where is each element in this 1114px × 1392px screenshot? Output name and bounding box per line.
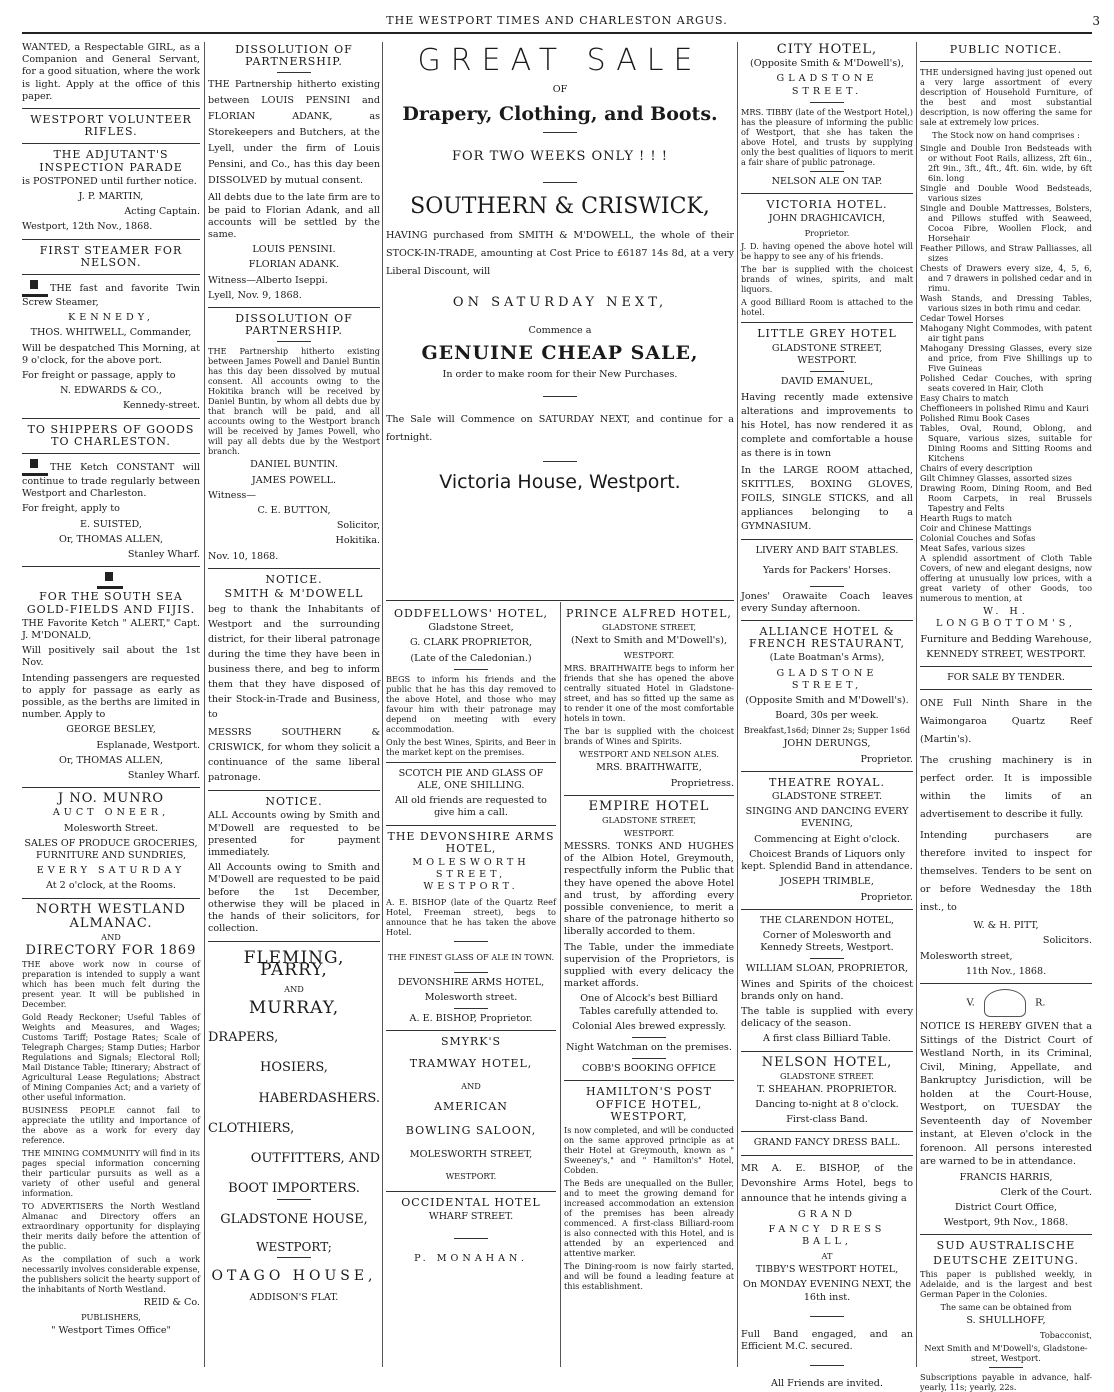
notice-heading: NOTICE. bbox=[265, 572, 323, 586]
text: A first class Billiard Table. bbox=[763, 1033, 891, 1045]
text: Will be despatched This Morning, at 9 o'clock, for the above port. bbox=[22, 342, 200, 366]
text: THE Partnership hitherto existing between James Powell and Daniel Buntin has this day been dissolved by mutual consent. All accounts owing to the Hokitika branch will be received by Daniel Buntin, by whom all debts due by that branch will be paid, and all accounts owing to the Westport branch will be received by James Powell, who will pay all debts due by the Westport branch. bbox=[208, 346, 380, 457]
shippers-heading: TO SHIPPERS OF GOODS TO CHARLESTON. bbox=[27, 422, 195, 448]
text: Is now completed, and will be conducted on the same approved principle as at their Hotel at Greymouth, known as " Sweeney's," and " Hamilton's" Hotel, Cobden. bbox=[564, 1125, 734, 1176]
text: Next Smith and M'Dowell's, Gladstone-street, Westport. bbox=[924, 1342, 1088, 1363]
text: GLADSTONE STREET, bbox=[601, 815, 697, 826]
list-item: Mahogany Night Commodes, with patent air tight pans bbox=[920, 323, 1092, 344]
text: THE MINING COMMUNITY will find in its pages special information concerning their particular pursuits as well as a variety of other useful and general information. bbox=[22, 1148, 200, 1199]
list-item: Mahogany Dressing Glasses, every size and price, from Five Shillings up to Five Guineas bbox=[920, 343, 1092, 374]
text: AND bbox=[284, 983, 304, 994]
text: Choicest Brands of Liquors only kept. Splendid Band in attendance. bbox=[741, 848, 913, 873]
oddfellows-heading: ODDFELLOWS' HOTEL, bbox=[393, 607, 549, 620]
text: Intending purchasers are therefore invited to inspect for themselves. Tenders to be sent on or before Wednesday the 18th inst., to bbox=[920, 830, 1092, 914]
text: AT bbox=[821, 1251, 833, 1262]
text: THE fast and favorite Twin Screw Steamer, bbox=[22, 283, 200, 309]
text: Stanley Wharf. bbox=[127, 769, 200, 781]
text: GLADSTONE STREET, bbox=[601, 622, 697, 633]
text: Proprietor. bbox=[860, 753, 913, 765]
text: Solicitors. bbox=[1042, 935, 1092, 947]
text: All old friends are requested to give him a call. bbox=[395, 795, 547, 819]
text: Will positively sail about the 1st Nov. bbox=[22, 645, 200, 669]
text: THE undersigned having just opened out a very large assortment of every description of Household Furniture, of the best and most substantial description, is now offering the same for sale at extremely low prices. bbox=[920, 67, 1092, 128]
text: Colonial Ales brewed expressly. bbox=[572, 1020, 726, 1032]
text: MRS. TIBBY (late of the Westport Hotel,) has the pleasure of informing the public of Westport, that she has taken the above Hotel, and trusts by supplying only the best qualities of liquors to merit a fair share of public patronage. bbox=[741, 106, 913, 167]
empire-heading: EMPIRE HOTEL bbox=[588, 798, 710, 814]
list-item: Polished Rimu Book Cases bbox=[920, 413, 1030, 424]
text: SCOTCH PIE AND GLASS OF ALE, ONE SHILLING. bbox=[398, 767, 544, 792]
text: DRAPERS, bbox=[208, 1030, 279, 1046]
text: The same can be obtained from bbox=[940, 1301, 1072, 1312]
text: MRS. BRAITHWAITE begs to inform her friends that she has opened the above centrally situated Hotel in Gladstone-street, and has so fitted up the same as to render it one of the most comfortable hotels in town. bbox=[564, 663, 734, 724]
text: WESTPORT; bbox=[256, 1239, 332, 1254]
text: OUTFITTERS, AND bbox=[250, 1150, 380, 1166]
furniture-list bbox=[920, 143, 1092, 553]
text: REID & Co. bbox=[143, 1297, 200, 1309]
text: GLADSTONE STREET. bbox=[771, 791, 883, 803]
parade-heading: THE ADJUTANT'S INSPECTION PARADE bbox=[39, 148, 183, 174]
text: Tobacconist, bbox=[1040, 1329, 1092, 1340]
list-item: Gilt Chimney Glasses, assorted sizes bbox=[920, 473, 1072, 484]
notice-heading: NOTICE. bbox=[265, 795, 323, 809]
text: P. MONAHAN. bbox=[414, 1252, 528, 1264]
text: THE FINEST GLASS OF ALE IN TOWN. bbox=[387, 951, 555, 962]
text: GENUINE CHEAP SALE, bbox=[421, 342, 699, 365]
text: DAVID EMANUEL, bbox=[780, 376, 874, 388]
text: TRAMWAY HOTEL, bbox=[409, 1057, 533, 1071]
text: EVERY SATURDAY bbox=[36, 865, 186, 877]
text: Commencing at Eight o'clock. bbox=[754, 833, 900, 845]
text: Proprietor. bbox=[804, 228, 850, 239]
column-divider bbox=[560, 602, 561, 1367]
text: NOTICE IS HEREBY GIVEN that a Sittings of the District Court of Westland North, in its Criminal, Civil, Mining, Appellate, and Bankruptcy Jurisdiction, will be holden at the Court-House, Westport, on TUESDAY the Seventeenth day of November instant, at Eleven o'clock in the forenoon. All persons interested are warned to be in attendance. bbox=[920, 1021, 1092, 1168]
text: In the LARGE ROOM attached, SKITTLES, BOXING GLOVES, FOILS, SINGLE STICKS, and all appliances belonging to a GYMNASIUM. bbox=[741, 465, 913, 533]
text: Having recently made extensive alterations and improvements to his Hotel, has now rendered it as complete and comfortable a house as there is in town bbox=[741, 392, 913, 460]
text: V. bbox=[966, 997, 975, 1009]
text: Lyell, Nov. 9, 1868. bbox=[208, 289, 302, 301]
text: A splendid assortment of Cloth Table Covers, of new and elegant designs, now offering at unusually low prices, with a great variety of other Goods, too numerous to mention, at bbox=[920, 553, 1092, 604]
text: Molesworth street. bbox=[424, 991, 518, 1003]
text: R. bbox=[1035, 997, 1046, 1009]
text: PUBLISHERS, bbox=[81, 1312, 141, 1323]
list-item: Hearth Rugs to match bbox=[920, 513, 1013, 524]
text: ALL Accounts owing by Smith and M'Dowell are requested to be presented for payment immediately. bbox=[208, 810, 380, 859]
column-3b bbox=[564, 606, 734, 1366]
steamer-icon bbox=[22, 280, 48, 297]
text: (Opposite Smith & M'Dowell's), bbox=[750, 58, 904, 70]
text: ON SATURDAY NEXT, bbox=[452, 294, 668, 310]
clarendon-heading: THE CLARENDON HOTEL, bbox=[759, 914, 895, 926]
great-sale-heading: GREAT SALE bbox=[417, 43, 703, 78]
text: (Opposite Smith and M'Dowell's). bbox=[745, 695, 909, 707]
text: C. E. BUTTON, bbox=[257, 505, 331, 517]
text: OF bbox=[552, 84, 568, 95]
column-3a bbox=[386, 606, 556, 1366]
text: Breakfast,1s6d; Dinner 2s; Supper 1s6d bbox=[743, 725, 911, 736]
text: In order to make room for their New Purchases. bbox=[442, 369, 678, 381]
text: Drapery, Clothing, and Boots. bbox=[402, 103, 718, 126]
list-item: Chairs of every description bbox=[920, 463, 1033, 474]
text: GEORGE BESLEY, bbox=[66, 724, 156, 736]
occidental-heading: OCCIDENTAL HOTEL bbox=[401, 1196, 541, 1210]
text: JOHN DRAGHICAVICH, bbox=[768, 213, 886, 225]
text: The crushing machinery is in perfect order. It is impossible within the limits of an advertisement to describe it fully. bbox=[920, 755, 1092, 821]
list-item: Single and Double Iron Bedsteads with or without Foot Rails, allizess, 2ft 6in., 2ft 9in., 3ft., 4ft., 4ft. 6in. wide, by 6ft 6in. long bbox=[920, 143, 1092, 184]
text: TO ADVERTISERS the North Westland Almanac and Directory offers an extraordinary opportunity for displaying their merits daily before the attention of the public. bbox=[22, 1201, 200, 1252]
text: WHARF STREET. bbox=[428, 1211, 514, 1223]
column-5 bbox=[920, 42, 1092, 1392]
text: On MONDAY EVENING NEXT, the 16th inst. bbox=[742, 1279, 912, 1303]
text: Clerk of the Court. bbox=[1000, 1186, 1092, 1198]
steamer-heading: FIRST STEAMER FOR NELSON. bbox=[39, 243, 183, 269]
column-divider bbox=[737, 42, 738, 1367]
text: For freight, apply to bbox=[22, 503, 120, 515]
text: SALES OF PRODUCE GROCERIES, FURNITURE AND SUNDRIES, bbox=[24, 837, 198, 861]
dissolution-heading: DISSOLUTION OF PARTNERSHIP. bbox=[235, 43, 353, 69]
text: S. SHULLHOFF, bbox=[966, 1314, 1046, 1326]
text: Corner of Molesworth and Kennedy Streets, Westport. bbox=[760, 929, 894, 954]
text: OTAGO HOUSE, bbox=[211, 1267, 377, 1284]
ad-wanted: WANTED, a Respectable GIRL, as a Companion and General Servant, for a good situation, where the work is light. Apply at the office of this paper. bbox=[22, 42, 200, 102]
text: GLADSTONE HOUSE, bbox=[220, 1212, 368, 1228]
text: GLADSTONE STREET, WESTPORT. bbox=[771, 342, 883, 366]
text: Acting Captain. bbox=[124, 206, 200, 218]
text: T. SHEAHAN. PROPRIETOR. bbox=[757, 1083, 897, 1095]
text: WILLIAM SLOAN, PROPRIETOR, bbox=[745, 963, 909, 975]
text: ADDISON'S FLAT. bbox=[249, 1291, 339, 1303]
page-number: 3 bbox=[1092, 14, 1100, 28]
column-divider bbox=[382, 42, 383, 1367]
text: THE Favorite Ketch " ALERT," Capt. J. M'DONALD, bbox=[22, 617, 200, 641]
text: MOLESWORTH STREET, bbox=[409, 1149, 533, 1161]
text: LIVERY AND BAIT STABLES. bbox=[755, 545, 899, 557]
text: DIRECTORY FOR 1869 bbox=[25, 942, 197, 958]
text: JOHN DERUNGS, bbox=[783, 738, 871, 750]
list-item: Cheffioneers in polished Rimu and Kauri bbox=[920, 403, 1089, 414]
text: (Next to Smith and M'Dowell's), bbox=[570, 635, 728, 647]
text: Westport, 12th Nov., 1868. bbox=[22, 221, 153, 233]
southern-criswick-heading: SOUTHERN & CRISWICK, bbox=[410, 193, 710, 219]
smyrks-heading: SMYRK'S bbox=[440, 1035, 502, 1049]
text: DANIEL BUNTIN. bbox=[250, 459, 338, 471]
text: W. & H. PITT, bbox=[973, 920, 1039, 932]
text: Yards for Packers' Horses. bbox=[762, 565, 892, 577]
text: Hokitika. bbox=[335, 535, 380, 547]
nelson-hotel-heading: NELSON HOTEL, bbox=[761, 1054, 893, 1070]
divider bbox=[386, 600, 734, 601]
almanac-heading: NORTH WESTLAND bbox=[36, 901, 186, 917]
ship-icon bbox=[97, 572, 123, 589]
text: AUCT ONEER, bbox=[52, 807, 170, 819]
little-grey-heading: LITTLE GREY HOTEL bbox=[757, 327, 897, 341]
text: THE Ketch CONSTANT will continue to trade regularly between Westport and Charleston. bbox=[22, 462, 200, 500]
text: All Friends are invited. bbox=[771, 1378, 883, 1390]
text: Proprietress. bbox=[670, 777, 734, 789]
text: Subscriptions payable in advance, half-yearly, 11s; yearly, 22s. bbox=[920, 1371, 1092, 1392]
public-notice-heading: PUBLIC NOTICE. bbox=[949, 43, 1063, 56]
text: Gladstone Street, bbox=[428, 622, 514, 634]
text: BOWLING SALOON, bbox=[405, 1123, 537, 1137]
text: WESTPORT. bbox=[445, 1171, 497, 1182]
text: Gold Ready Reckoner; Useful Tables of Weights and Measures, and Wages; Customs Tariff; Postage Rates; Scale of Telegraph Charges; Stamp Duties; Harbor Regulations and Signals; Electoral Roll; Mail Distance Table; Itinerary; Abstract of Agricultural Lease Regulations; Abstract of Mining Companies Act; and a variety of other useful information. bbox=[22, 1012, 200, 1103]
sud-heading: SUD AUSTRALISCHE bbox=[936, 1239, 1076, 1253]
text: Only the best Wines, Spirits, and Beer in the market kept on the premises. bbox=[386, 736, 556, 757]
text: Wines and Spirits of the choicest brands only on hand. bbox=[741, 978, 913, 1002]
list-item: Feather Pillows, and Straw Palliasses, all sizes bbox=[920, 243, 1092, 264]
text: JOSEPH TRIMBLE, bbox=[780, 876, 874, 888]
text: G. CLARK PROPRIETOR, bbox=[409, 637, 533, 649]
list-item: Coir and Chinese Mattings bbox=[920, 523, 1032, 534]
text: Witness— bbox=[208, 489, 256, 501]
list-item: Meat Safes, various sizes bbox=[920, 543, 1026, 554]
text: MR A. E. BISHOP, of the Devonshire Arms Hotel, begs to announce that he intends giving a bbox=[741, 1162, 913, 1204]
text: Westport, 9th Nov., 1868. bbox=[943, 1217, 1069, 1229]
text: Kennedy-street. bbox=[122, 400, 200, 412]
text: MOLESWORTH STREET, WESTPORT. bbox=[412, 857, 530, 893]
text: BEGS to inform his friends and the public that he has this day removed to the above Hotel, and those who may favour him with their patronage may depend on meeting with every accommodation. bbox=[386, 673, 556, 734]
text: SMITH & M'DOWELL bbox=[224, 587, 364, 601]
text: Proprietor. bbox=[860, 891, 913, 903]
text: COBB'S BOOKING OFFICE bbox=[582, 1063, 716, 1075]
rifles-heading: WESTPORT VOLUNTEER RIFLES. bbox=[30, 113, 192, 139]
text: Or, THOMAS ALLEN, bbox=[58, 754, 163, 766]
text: (Late of the Caledonian.) bbox=[410, 652, 532, 664]
text: WESTPORT. bbox=[623, 828, 675, 839]
list-item: Wash Stands, and Dressing Tables, various sizes in both rimu and cedar. bbox=[920, 293, 1092, 314]
text: HABERDASHERS. bbox=[258, 1090, 380, 1106]
text: FRANCIS HARRIS, bbox=[959, 1171, 1053, 1183]
text: The Sale will Commence on SATURDAY NEXT, and continue for a fortnight. bbox=[386, 413, 734, 443]
royal-crest-icon bbox=[984, 989, 1026, 1017]
text: (Late Boatman's Arms), bbox=[769, 652, 885, 664]
city-hotel-heading: CITY HOTEL, bbox=[776, 42, 878, 57]
text: KENNEDY, bbox=[68, 312, 154, 324]
text: All debts due to the late firm are to be paid to Florian Adank, and all accounts will be settled by the same. bbox=[208, 192, 380, 241]
text: As the compilation of such a work necessarily involves considerable expense, the publishers solicit the hearty support of the inhabitants of North Westland. bbox=[22, 1254, 200, 1295]
text: DEUTSCHE ZEITUNG. bbox=[933, 1253, 1079, 1267]
column-1 bbox=[22, 42, 200, 1367]
text: First-class Band. bbox=[786, 1114, 868, 1126]
text: WESTPORT AND NELSON ALES. bbox=[579, 749, 719, 760]
text: beg to thank the Inhabitants of Westport and the surrounding district, for their liberal patronage during the time they have been in business there, and beg to inform them that they have disposed of their Stock-in-Trade and Business, to bbox=[208, 604, 380, 721]
text: ONE Full Ninth Share in the Waimongaroa Quartz Reef (Martin's). bbox=[920, 698, 1092, 746]
text: Stanley Wharf. bbox=[127, 549, 200, 561]
list-item: Tables, Oval, Round, Oblong, and Square, various sizes, suitable for Dining Rooms and Sitting Rooms and Kitchens bbox=[920, 423, 1092, 464]
text: MESSRS SOUTHERN & CRISWICK, for whom they solicit a continuance of the same liberal patronage. bbox=[208, 727, 380, 784]
text: W. H. LONGBOTTOM'S, bbox=[936, 606, 1076, 630]
text: HOSIERS, bbox=[260, 1060, 328, 1076]
list-item: Easy Chairs to match bbox=[920, 393, 1009, 404]
hamiltons-heading: HAMILTON'S POST OFFICE HOTEL, WESTPORT, bbox=[586, 1085, 712, 1123]
text: J. P. MARTIN, bbox=[78, 191, 144, 203]
column-4 bbox=[741, 42, 913, 1390]
text: KENNEDY STREET, WESTPORT. bbox=[926, 648, 1086, 660]
dissolution-heading: DISSOLUTION OF PARTNERSHIP. bbox=[235, 312, 353, 338]
text: Witness—Alberto Iseppi. bbox=[208, 274, 328, 286]
column-divider bbox=[204, 42, 205, 1367]
victoria-house-heading: Victoria House, Westport. bbox=[439, 470, 681, 493]
text: GLADSTONE STREET. bbox=[779, 1070, 875, 1081]
text: MURRAY, bbox=[248, 997, 340, 1018]
text: NELSON ALE ON TAP. bbox=[771, 175, 883, 187]
newspaper-title: THE WESTPORT TIMES AND CHARLESTON ARGUS. bbox=[386, 14, 728, 27]
text: Nov. 10, 1868. bbox=[208, 550, 279, 562]
text: MESSRS. TONKS AND HUGHES of the Albion Hotel, Greymouth, respectfully inform the Public that they have opened the above Hotel and trust, by affording every possible convenience, to merit a share of the patronage hitherto so liberally accorded to them. bbox=[564, 841, 734, 938]
text: The Dining-room is now fairly started, and will be found a leading feature at this establishment. bbox=[564, 1261, 734, 1292]
text: AMERICAN bbox=[434, 1099, 508, 1113]
theatre-royal-heading: THEATRE ROYAL. bbox=[769, 775, 885, 789]
text: JAMES POWELL. bbox=[251, 474, 337, 486]
list-item: Colonial Couches and Sofas bbox=[920, 533, 1036, 544]
text: BUSINESS PEOPLE cannot fail to appreciate the utility and importance of the above as a work for every day reference. bbox=[22, 1105, 200, 1146]
text: WESTPORT. bbox=[623, 650, 675, 661]
text: MRS. BRAITHWAITE, bbox=[596, 762, 702, 774]
text: Jones' Orawaite Coach leaves every Sunday afternoon. bbox=[741, 590, 913, 614]
text: Solicitor, bbox=[336, 520, 380, 532]
text: N. EDWARDS & CO., bbox=[60, 385, 162, 397]
text: All Accounts owing to Smith and M'Dowell are requested to be paid before the 1st December, otherwise they will be placed in the hands of their solicitors, for collection. bbox=[208, 862, 380, 935]
text: The Beds are unequalled on the Buller, and to meet the growing demand for increased accommodation an extension of the premises has been already commenced. A first-class Billiard-room is also connected with this Hotel, and is attended by an experienced and attentive marker. bbox=[564, 1178, 734, 1259]
text: HAVING purchased from SMITH & M'DOWELL, the whole of their STOCK-IN-TRADE, amounting at Cost Price to £6187 14s 8d, at a very Liberal Discount, will bbox=[386, 229, 734, 277]
fleming-heading: FLEMING, PARRY, bbox=[243, 947, 345, 980]
list-item: Single and Double Mattresses, Bolsters, and Pillows stuffed with Seaweed, Cocoa Fibre, Woollen Flock, and Horsehair bbox=[920, 203, 1092, 244]
text: The bar is supplied with the choicest brands of wines, spirits, and malt liquors. bbox=[741, 264, 913, 295]
text: At 2 o'clock, at the Rooms. bbox=[46, 880, 176, 892]
victoria-hotel-heading: VICTORIA HOTEL. bbox=[766, 198, 888, 212]
grand-ball-heading: GRAND FANCY DRESS BALL. bbox=[753, 1137, 901, 1149]
text: A good Billiard Room is attached to the hotel. bbox=[741, 297, 913, 318]
text: ALMANAC. bbox=[69, 915, 153, 931]
list-item: Polished Cedar Couches, with spring seats covered in Hair, Cloth bbox=[920, 373, 1092, 394]
text: THE Partnership hitherto existing between LOUIS PENSINI and FLORIAN ADANK, as Storekeepers and Butchers, at the Lyell, under the firm of Louis Pensini, and Co., has this day been DISSOLVED by mutual consent. bbox=[208, 79, 380, 187]
text: The Stock now on hand comprises : bbox=[932, 130, 1080, 141]
text: Dancing to-night at 8 o'clock. bbox=[755, 1098, 899, 1110]
text: AND bbox=[101, 931, 121, 942]
text: Night Watchman on the premises. bbox=[566, 1042, 732, 1054]
alliance-heading: ALLIANCE HOTEL & FRENCH RESTAURANT, bbox=[749, 625, 905, 651]
column-2 bbox=[208, 42, 380, 1367]
header-rule bbox=[22, 32, 1092, 34]
text: The Table, under the immediate supervision of the Proprietors, is supplied with every delicacy the market affords. bbox=[564, 941, 734, 990]
prince-alfred-heading: PRINCE ALFRED HOTEL, bbox=[566, 607, 732, 620]
text: FOR TWO WEEKS ONLY ! ! ! bbox=[452, 149, 668, 165]
list-item: Drawing Room, Dining Room, and Bed Room Carpets, in real Brussels Tapestry and Felts bbox=[920, 483, 1092, 514]
text: SINGING AND DANCING EVERY EVENING, bbox=[745, 806, 909, 830]
text: The table is supplied with every delicacy of the season. bbox=[741, 1005, 913, 1030]
text: THE above work now in course of preparation is intended to supply a want which has been much felt during the present year. It will be published in December. bbox=[22, 959, 200, 1010]
text: A. E. BISHOP (late of the Quartz Reef Hotel, Freeman street), begs to announce that he has taken the above Hotel. bbox=[386, 896, 556, 937]
text: Commence a bbox=[528, 325, 592, 337]
text: " Westport Times Office" bbox=[51, 1325, 171, 1337]
great-sale-ad bbox=[386, 42, 734, 597]
ketch-icon bbox=[22, 459, 48, 476]
text: FANCY DRESS BALL, bbox=[768, 1223, 886, 1247]
munro-heading: J NO. MUNRO bbox=[58, 791, 164, 807]
text: BOOT IMPORTERS. bbox=[228, 1181, 360, 1197]
text: is POSTPONED until further notice. bbox=[22, 175, 197, 187]
text: Furniture and Bedding Warehouse, bbox=[920, 633, 1092, 645]
text: A. E. BISHOP, Proprietor. bbox=[409, 1013, 533, 1025]
south-sea-heading: FOR THE SOUTH SEA GOLD-FIELDS AND FIJIS. bbox=[26, 590, 196, 616]
masthead bbox=[0, 0, 1114, 40]
text: One of Alcock's best Billiard Tables carefully attended to. bbox=[579, 993, 719, 1017]
text: Esplanade, Westport. bbox=[96, 739, 200, 751]
text: E. SUISTED, bbox=[80, 518, 142, 530]
list-item: Single and Double Wood Bedsteads, various sizes bbox=[920, 183, 1092, 204]
list-item: Cedar Towel Horses bbox=[920, 313, 1004, 324]
text: J. D. having opened the above hotel will be happy to see any of his friends. bbox=[741, 241, 913, 262]
text: THOS. WHITWELL, Commander, bbox=[30, 327, 192, 339]
text: GRAND bbox=[798, 1208, 856, 1220]
text: Intending passengers are requested to apply for passage as early as possible, as the berths are limited in number. Apply to bbox=[22, 672, 200, 721]
text: District Court Office, bbox=[954, 1201, 1058, 1213]
text: This paper is published weekly, in Adelaide, and is the largest and best German Paper in the Colonies. bbox=[920, 1268, 1092, 1299]
text: TIBBY'S WESTPORT HOTEL, bbox=[755, 1264, 899, 1276]
text: CLOTHIERS, bbox=[208, 1120, 295, 1136]
text: Molesworth Street. bbox=[63, 822, 159, 834]
text: GLADSTONE STREET, bbox=[776, 667, 878, 691]
text: DEVONSHIRE ARMS HOTEL, bbox=[397, 976, 545, 988]
text: LOUIS PENSINI. bbox=[252, 244, 336, 256]
text: 11th Nov., 1868. bbox=[965, 965, 1047, 977]
text: FLORIAN ADANK. bbox=[248, 259, 340, 271]
list-item: Chests of Drawers every size, 4, 5, 6, and 7 drawers in polished cedar and in rimu. bbox=[920, 263, 1092, 294]
text: Or, THOMAS ALLEN, bbox=[58, 533, 163, 545]
text: GLADSTONE STREET. bbox=[776, 73, 878, 97]
text: AND bbox=[461, 1080, 481, 1091]
text: Board, 30s per week. bbox=[775, 710, 879, 722]
text: For freight or passage, apply to bbox=[22, 370, 176, 382]
text: Full Band engaged, and an Efficient M.C. secured. bbox=[741, 1328, 913, 1352]
text: Molesworth street, bbox=[920, 950, 1013, 962]
column-divider bbox=[916, 42, 917, 1367]
tender-heading: FOR SALE BY TENDER. bbox=[947, 672, 1065, 684]
devonshire-heading: THE DEVONSHIRE ARMS HOTEL, bbox=[387, 829, 555, 855]
text: The bar is supplied with the choicest brands of Wines and Spirits. bbox=[564, 726, 734, 747]
